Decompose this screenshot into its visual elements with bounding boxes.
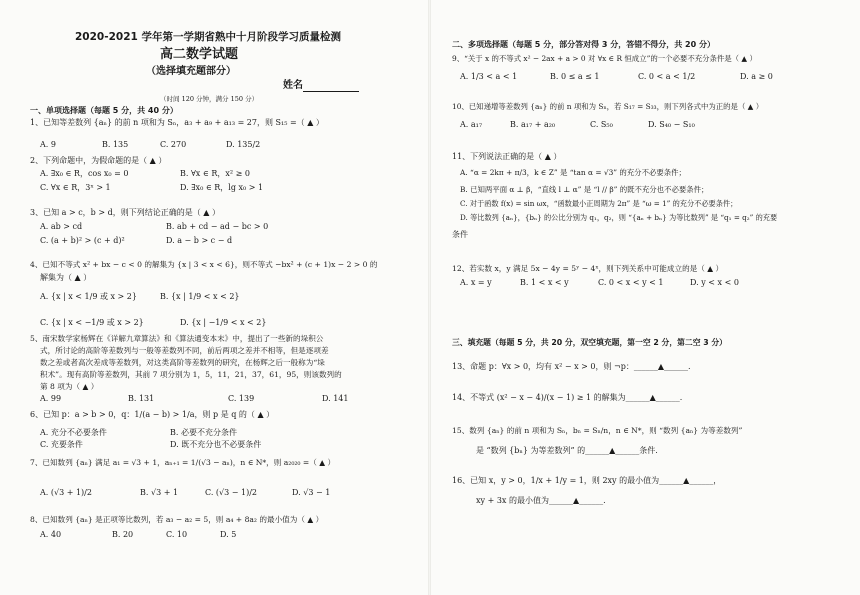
question-11: 11、下列说法正确的是（ ▲ ）	[452, 152, 562, 161]
q6-option-a: A. 充分不必要条件	[40, 428, 107, 437]
q2-option-a: A. ∃x₀ ∈ R，cos x₀ = 0	[40, 169, 129, 178]
q8-option-a: A. 40	[40, 530, 62, 539]
q5-option-b: B. 131	[128, 394, 155, 403]
question-1: 1、已知等差数列 {aₙ} 的前 n 项和为 Sₙ，a₃ + a₉ + a₁₃ = 27，则 S₁₅ =（ ▲ ）	[30, 118, 324, 127]
q11-option-a: A. “α = 2kπ + π/3，k ∈ Z” 是 “tan α = √3” 的充分不必要条件；	[460, 168, 686, 177]
q1-option-b: B. 135	[102, 140, 129, 149]
q9-option-c: C. 0 < a < 1/2	[638, 72, 696, 81]
name-field[interactable]	[283, 80, 359, 92]
q2-option-c: C. ∀x ∈ R，3ˣ > 1	[40, 183, 111, 192]
question-15-cont: 是 “数列 {bₙ} 为等差数列” 的______▲______条件.	[476, 446, 658, 455]
question-12: 12、若实数 x，y 满足 5x − 4y = 5ʸ − 4ˣ，则下列关系中可能成立的是（ ▲ ）	[452, 264, 724, 273]
q1-option-a: A. 9	[40, 140, 56, 149]
section1-header: 一、单项选择题（每题 5 分，共 40 分）	[30, 106, 178, 115]
q5-option-d: D. 141	[322, 394, 349, 403]
question-16-cont: xy + 3x 的最小值为______▲______.	[476, 496, 606, 505]
exam-subtitle: 高二数学试题	[160, 47, 239, 62]
q3-option-d: D. a − b > c − d	[166, 236, 233, 245]
q3-option-c: C. (a + b)² > (c + d)²	[40, 236, 125, 245]
q8-option-b: B. 20	[112, 530, 134, 539]
question-13: 13、命题 p：∀x > 0，均有 x² − x > 0，则 ¬p：______▲______.	[452, 362, 691, 371]
q6-option-d: D. 既不充分也不必要条件	[170, 440, 262, 449]
question-8: 8、已知数列 {aₙ} 是正项等比数列，若 a₃ − a₂ = 5，则 a₄ + 8a₂ 的最小值为（ ▲ ）	[30, 515, 324, 524]
q7-option-a: A. (√3 + 1)/2	[40, 488, 92, 497]
q12-option-b: B. 1 < x < y	[520, 278, 569, 287]
question-5-line5: 第 8 项为（ ▲ ）	[40, 382, 99, 391]
q10-option-b: B. a₁₇ + a₂₀	[510, 120, 556, 129]
question-15: 15、数列 {aₙ} 的前 n 项和为 Sₙ，bₙ = Sₙ/n，n ∈ N*，则 “数列 {aₙ} 为等差数列”	[452, 426, 743, 435]
q11-option-c: C. 对于函数 f(x) = sin ωx，“函数最小正周期为 2π” 是 “ω = 1” 的充分不必要条件；	[460, 199, 738, 208]
q3-option-b: B. ab + cd − ad − bc > 0	[166, 222, 269, 231]
question-4: 4、已知不等式 x² + bx − c < 0 的解集为 {x | 3 < x < 6}，则不等式 −bx² + (c + 1)x − 2 > 0 的	[30, 260, 378, 269]
q5-option-a: A. 99	[40, 394, 62, 403]
q10-option-c: C. S₅₀	[590, 120, 613, 129]
q1-option-c: C. 270	[160, 140, 187, 149]
q9-option-b: B. 0 ≤ a ≤ 1	[550, 72, 600, 81]
question-16: 16、已知 x，y > 0，1/x + 1/y = 1，则 2xy 的最小值为______▲______，	[452, 476, 722, 485]
q6-option-b: B. 必要不充分条件	[170, 428, 237, 437]
q10-option-d: D. S₄₀ − S₁₀	[648, 120, 695, 129]
q8-option-c: C. 10	[166, 530, 188, 539]
q4-option-b: B. {x | 1/9 < x < 2}	[160, 292, 240, 301]
exam-title: 2020-2021 学年第一学期省熟中十月阶段学习质量检测	[75, 31, 341, 43]
question-7: 7、已知数列 {aₙ} 满足 a₁ = √3 + 1，aₙ₊₁ = 1/(√3 − aₙ)，n ∈ N*，则 a₂₀₂₀ =（ ▲ ）	[30, 458, 336, 467]
q1-option-d: D. 135/2	[226, 140, 261, 149]
q7-option-b: B. √3 + 1	[140, 488, 179, 497]
q9-option-d: D. a ≥ 0	[740, 72, 773, 81]
time-info: （时间 120 分钟，满分 150 分）	[160, 95, 259, 103]
q7-option-c: C. (√3 − 1)/2	[205, 488, 258, 497]
q12-option-a: A. x = y	[460, 278, 492, 287]
question-5-line3: 数之差或者高次差成等差数列，对这类高阶等差数列的研究，在杨辉之后一般称为“垛	[40, 358, 325, 367]
question-5-line4: 积术”。现有高阶等差数列，其前 7 项分别为 1，5，11，21，37，61，95，则该数列的	[40, 370, 342, 379]
q7-option-d: D. √3 − 1	[292, 488, 331, 497]
q4-option-a: A. {x | x < 1/9 或 x > 2}	[40, 292, 137, 301]
q11-option-b: B. 已知两平面 α ⊥ β，“直线 l ⊥ α” 是 “l // β” 的既不充分也不必要条件；	[460, 185, 709, 194]
question-9: 9、“关于 x 的不等式 x² − 2ax + a > 0 对 ∀x ∈ R 恒成立”的一个必要不充分条件是（ ▲ ）	[452, 54, 757, 63]
q4-option-d: D. {x | −1/9 < x < 2}	[180, 318, 267, 327]
exam-subtitle-part: （选择填充题部分）	[146, 66, 236, 77]
q2-option-d: D. ∃x₀ ∈ R，lg x₀ > 1	[180, 183, 264, 192]
right-column	[430, 0, 860, 595]
q12-option-d: D. y < x < 0	[690, 278, 739, 287]
question-5-line1: 5、南宋数学家杨辉在《详解九章算法》和《算法通变本末》中，提出了一些新的垛积公	[30, 334, 324, 343]
q9-option-a: A. 1/3 < a < 1	[460, 72, 518, 81]
q6-option-c: C. 充要条件	[40, 440, 83, 449]
q4-option-c: C. {x | x < −1/9 或 x > 2}	[40, 318, 144, 327]
q11-option-d-cont: 条件	[452, 230, 468, 239]
section3-header: 三、填充题（每题 5 分，共 20 分，双空填充题，第一空 2 分，第二空 3 分）	[452, 338, 727, 347]
section2-header: 二、多项选择题（每题 5 分，部分答对得 3 分，答错不得分，共 20 分）	[452, 40, 715, 49]
q11-option-d: D. 等比数列 {aₙ}，{bₙ} 的公比分别为 q₁，q₂，则 “{aₙ + bₙ} 为等比数列” 是 “q₁ = q₂” 的充要	[460, 213, 778, 222]
q8-option-d: D. 5	[220, 530, 237, 539]
question-5-line2: 式，所讨论的高阶等差数列与一般等差数列不同，前后两项之差并不相等，但是逐项差	[40, 346, 329, 355]
question-10: 10、已知递增等差数列 {aₙ} 的前 n 项和为 Sₙ，若 S₁₇ = S₃₃，则下列各式中为正的是（ ▲ ）	[452, 102, 764, 111]
question-3: 3、已知 a > c，b > d，则下列结论正确的是（ ▲ ）	[30, 208, 220, 217]
q12-option-c: C. 0 < x < y < 1	[598, 278, 664, 287]
question-14: 14、不等式 (x² − x − 4)/(x − 1) ≥ 1 的解集为______▲______.	[452, 393, 683, 402]
question-4-cont: 解集为（ ▲ ）	[40, 273, 92, 282]
q2-option-b: B. ∀x ∈ R，x² ≥ 0	[180, 169, 250, 178]
q10-option-a: A. a₁₇	[460, 120, 483, 129]
q3-option-a: A. ab > cd	[40, 222, 83, 231]
name-label: 姓名	[283, 80, 303, 91]
name-blank[interactable]	[303, 81, 359, 92]
question-6: 6、已知 p：a > b > 0，q：1/(a − b) > 1/a，则 p 是 q 的（ ▲ ）	[30, 410, 275, 419]
question-2: 2、下列命题中，为假命题的是（ ▲ ）	[30, 156, 167, 165]
q5-option-c: C. 139	[228, 394, 255, 403]
